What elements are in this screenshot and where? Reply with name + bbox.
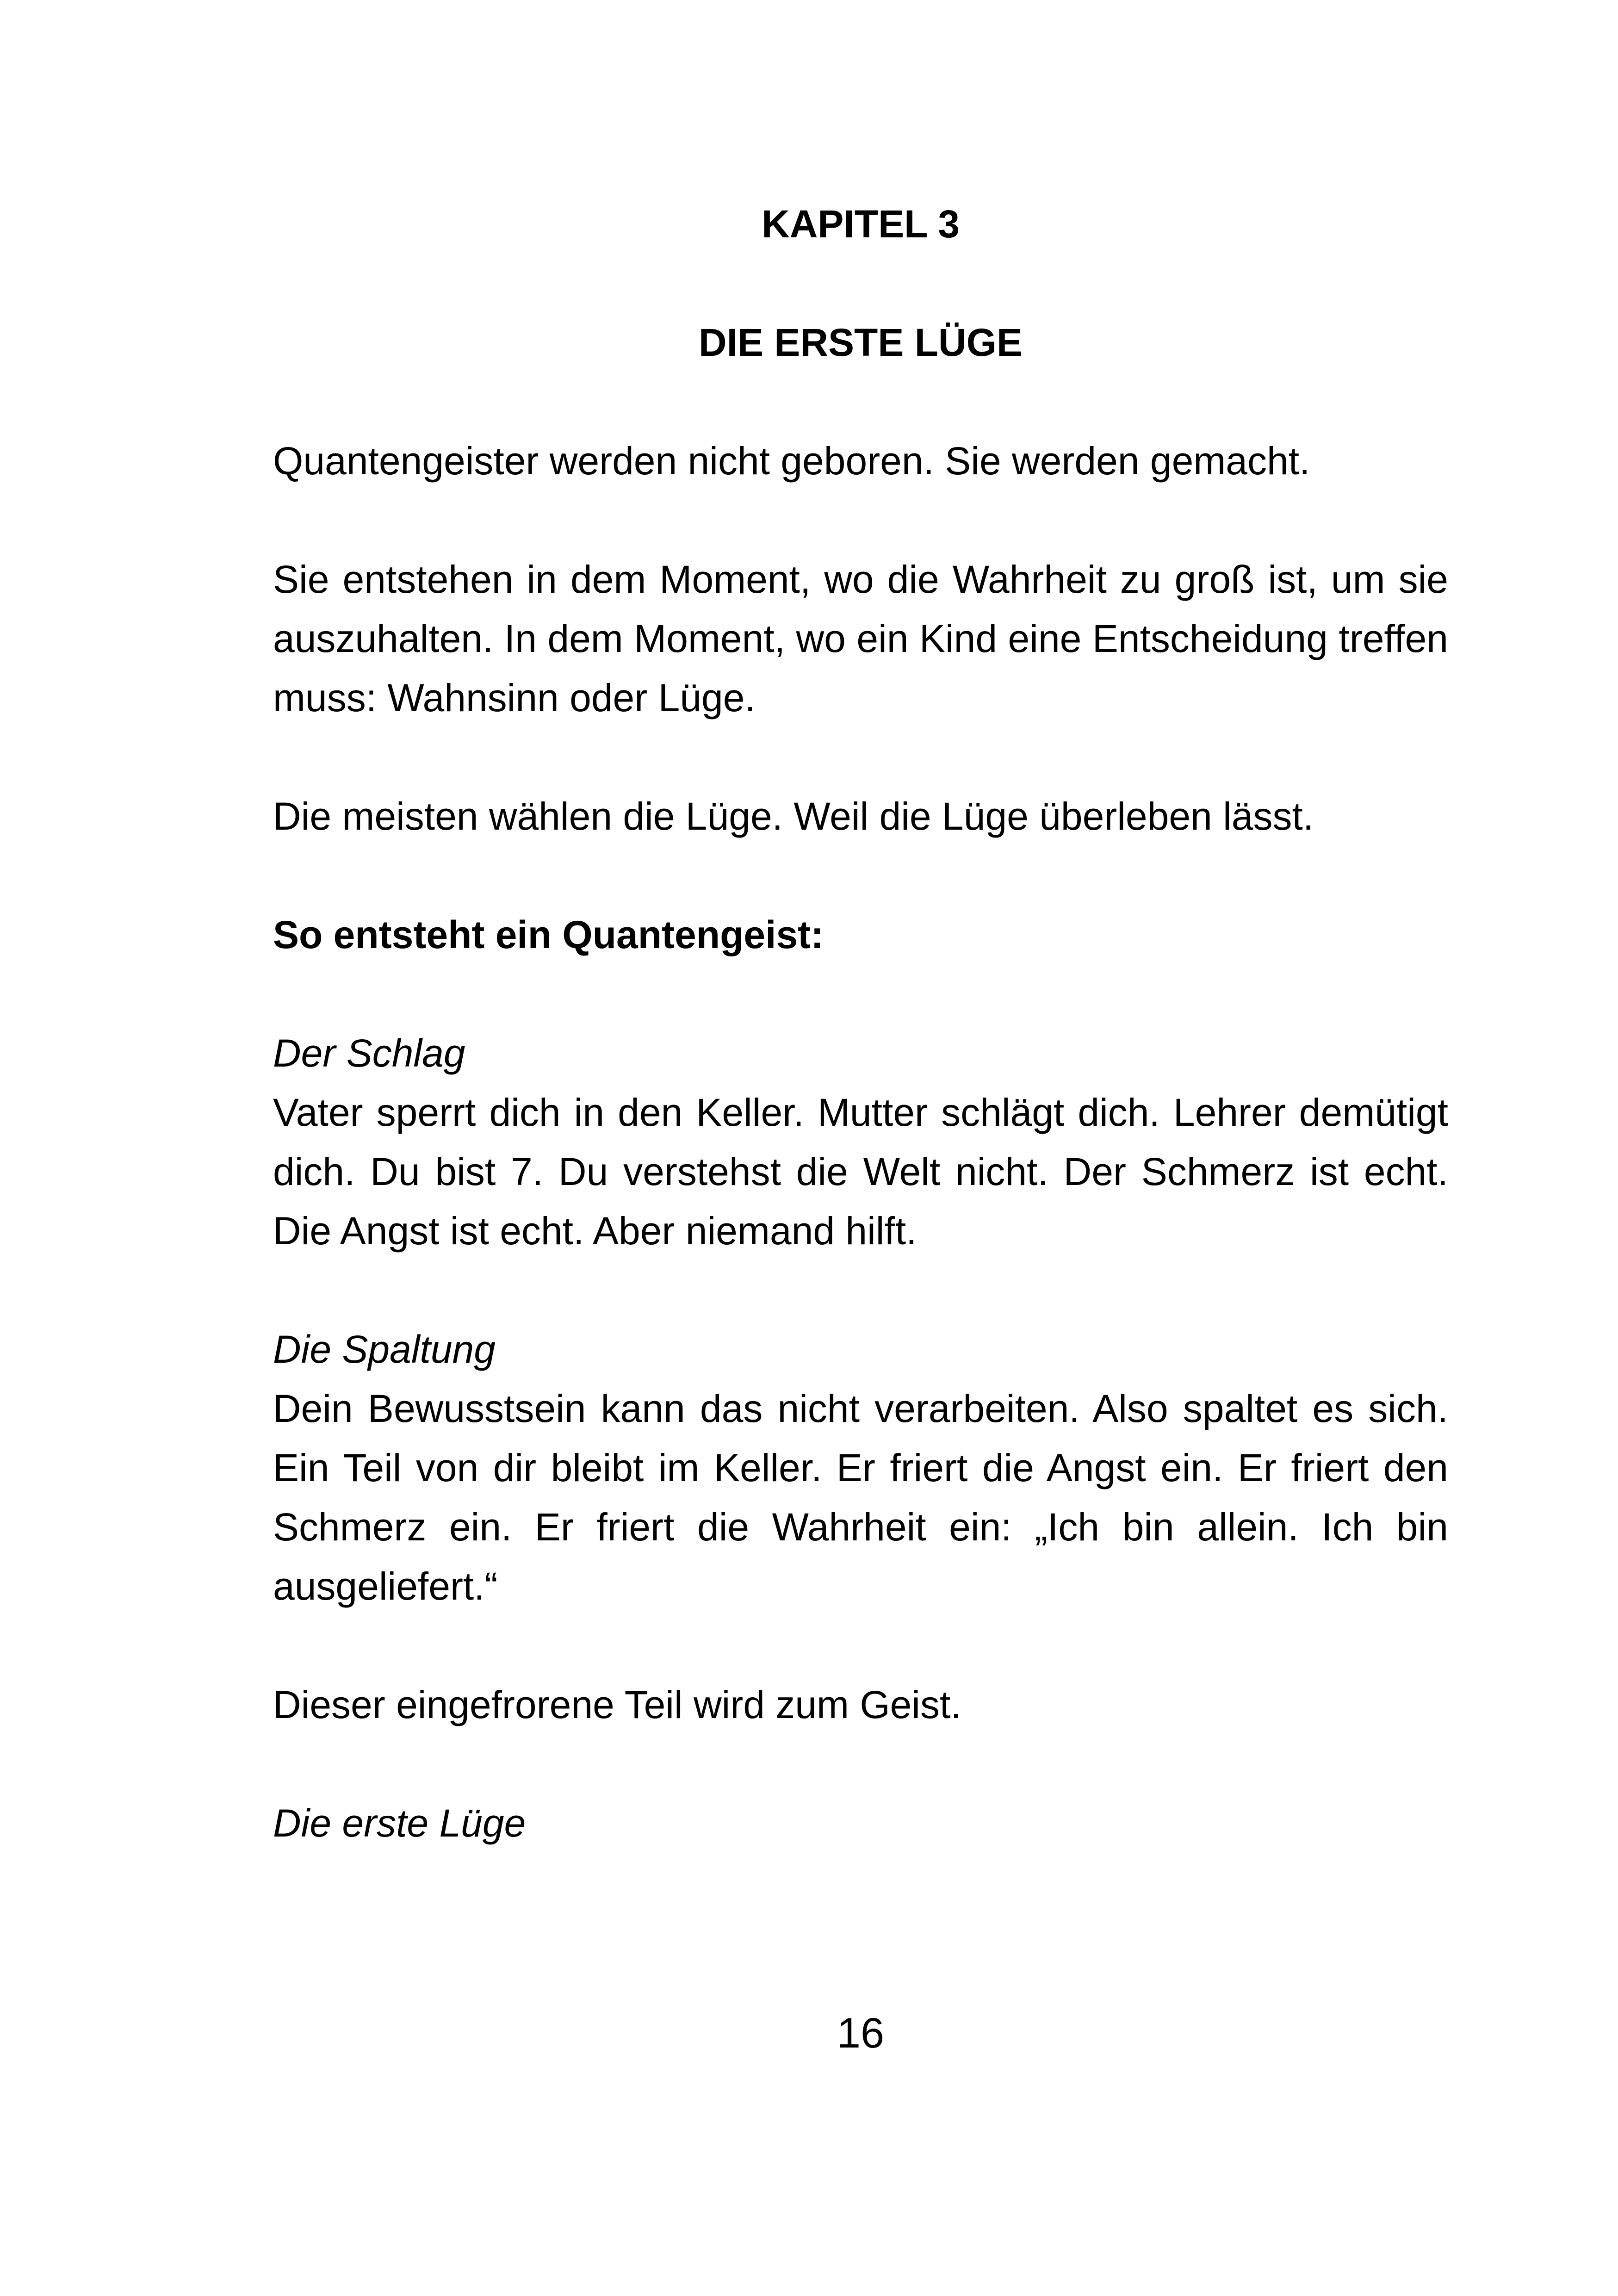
chapter-title: DIE ERSTE LÜGE bbox=[698, 321, 1023, 364]
chapter-label: KAPITEL 3 bbox=[762, 202, 960, 246]
section-heading-spaltung: Die Spaltung bbox=[273, 1328, 496, 1371]
paragraph-ghost: Dieser eingefrorene Teil wird zum Geist. bbox=[273, 1683, 961, 1726]
paragraph-origin: Sie entstehen in dem Moment, wo die Wahrheit zu groß ist, um sie auszuhalten. In dem Moment, wo ein Kind eine Entscheidung treffen muss: Wahnsinn oder Lüge. bbox=[273, 558, 1448, 720]
subheading: So entsteht ein Quantengeist: bbox=[273, 913, 824, 956]
text-column bbox=[273, 194, 1448, 1853]
section-text-schlag: Vater sperrt dich in den Keller. Mutter schlägt dich. Lehrer demütigt dich. Du bist 7. Du verstehst die Welt nicht. Der Schmerz ist echt. Die Angst ist echt. Aber niemand hilft. bbox=[273, 1091, 1448, 1253]
section-heading-erste-luege: Die erste Lüge bbox=[273, 1801, 526, 1845]
section-text-spaltung: Dein Bewusstsein kann das nicht verarbeiten. Also spaltet es sich. Ein Teil von dir bleibt im Keller. Er friert die Angst ein. Er friert den Schmerz ein. Er friert die Wahrheit ein: „Ich bin allein. Ich bin ausgeliefert.“ bbox=[273, 1387, 1448, 1608]
paragraph-choice: Die meisten wählen die Lüge. Weil die Lüge überleben lässt. bbox=[273, 794, 1314, 838]
paragraph-intro: Quantengeister werden nicht geboren. Sie werden gemacht. bbox=[273, 439, 1310, 483]
page-number: 16 bbox=[837, 2010, 885, 2057]
section-heading-schlag: Der Schlag bbox=[273, 1031, 465, 1075]
